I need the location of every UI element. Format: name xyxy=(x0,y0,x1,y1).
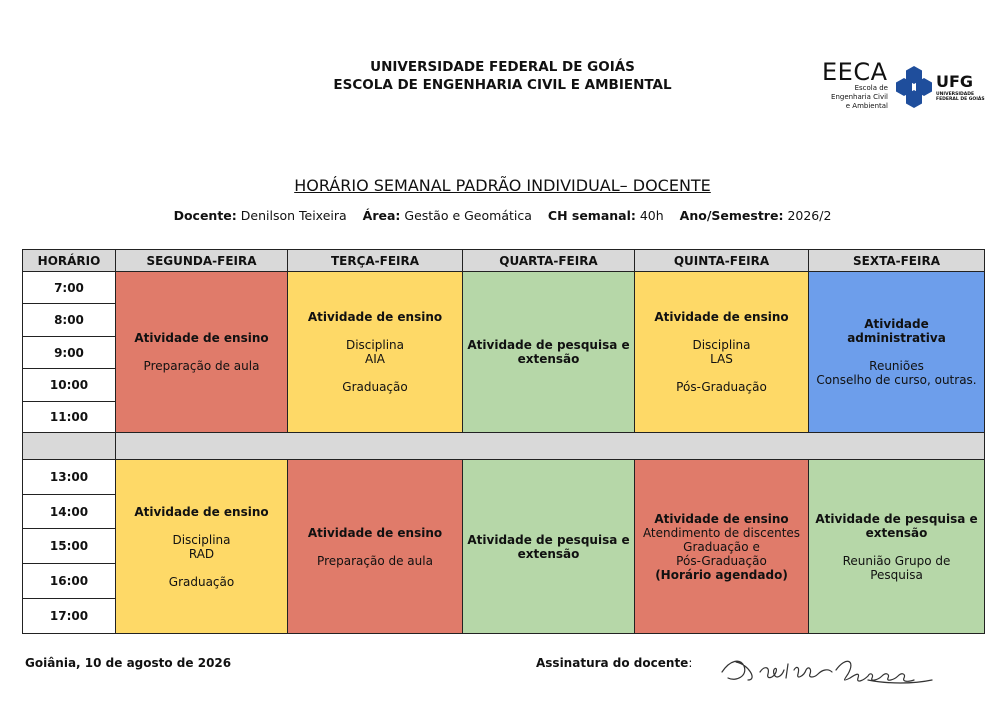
activity-title: Atividade de pesquisa e extensão xyxy=(815,511,978,540)
teacher-name: Denilson Teixeira xyxy=(240,208,347,223)
activity-detail: Pesquisa xyxy=(870,567,923,582)
area-value: Gestão e Geomática xyxy=(404,208,532,223)
activity-detail: Graduação xyxy=(168,574,235,589)
activity-detail: Disciplina xyxy=(692,338,751,352)
lunch-break-row xyxy=(23,433,985,460)
schedule-cell xyxy=(463,460,635,634)
activity-detail xyxy=(120,519,283,533)
ufg-hexagon-icon xyxy=(894,66,934,108)
activity-detail xyxy=(813,540,980,554)
workload-value: 40h xyxy=(639,208,664,223)
activity-note: (Horário agendado) xyxy=(655,567,788,582)
document-title: HORÁRIO SEMANAL PADRÃO INDIVIDUAL– DOCENTE xyxy=(294,176,711,195)
schedule-cell xyxy=(288,460,463,634)
activity-detail: Graduação e xyxy=(683,539,760,554)
activity-detail: Disciplina xyxy=(172,532,231,547)
activity-title: Atividade de ensino xyxy=(134,331,269,345)
activity-detail: Disciplina xyxy=(345,338,404,352)
schedule-cell xyxy=(288,272,463,433)
activity-detail xyxy=(639,366,804,380)
time-cell: 17:00 xyxy=(23,599,116,634)
activity-detail: Reunião Grupo de xyxy=(842,553,951,568)
school-name: ESCOLA DE ENGENHARIA CIVIL E AMBIENTAL xyxy=(333,77,672,93)
schedule-cell xyxy=(809,272,985,433)
header-monday: SEGUNDA-FEIRA xyxy=(116,250,288,272)
activity-title: Atividade administrativa xyxy=(847,317,946,345)
activity-detail xyxy=(120,561,283,575)
activity-title: Atividade de pesquisa e extensão xyxy=(467,338,630,366)
header-tuesday: TERÇA-FEIRA xyxy=(288,250,463,272)
schedule-cell xyxy=(463,272,635,433)
time-cell: 9:00 xyxy=(23,337,116,369)
schedule-cell xyxy=(116,460,288,634)
break-cell xyxy=(116,433,985,460)
activity-detail: Graduação xyxy=(342,380,408,394)
header-thursday: QUINTA-FEIRA xyxy=(635,250,809,272)
header-friday: SEXTA-FEIRA xyxy=(809,250,985,272)
activity-detail xyxy=(292,366,458,380)
semester-value: 2026/2 xyxy=(787,208,832,223)
table-row xyxy=(23,272,985,304)
activity-detail xyxy=(292,324,458,338)
time-cell: 7:00 xyxy=(23,272,116,304)
university-name: UNIVERSIDADE FEDERAL DE GOIÁS xyxy=(370,59,635,75)
activity-detail: LAS xyxy=(710,352,733,366)
time-cell: 13:00 xyxy=(23,460,116,495)
activity-detail: AIA xyxy=(365,352,385,366)
activity-title: Atividade de ensino xyxy=(654,511,789,526)
activity-detail: Pós-Graduação xyxy=(676,380,767,394)
activity-title: Atividade de ensino xyxy=(307,310,443,324)
header-wednesday: QUARTA-FEIRA xyxy=(463,250,635,272)
activity-title: Atividade de ensino xyxy=(307,525,443,540)
activity-detail xyxy=(813,345,980,359)
activity-detail: Conselho de curso, outras. xyxy=(816,373,977,387)
activity-detail xyxy=(292,540,458,554)
time-cell: 14:00 xyxy=(23,495,116,529)
signature-label: Assinatura do docente: xyxy=(536,656,693,670)
eeca-ufg-logo xyxy=(820,60,985,120)
schedule-cell xyxy=(116,272,288,433)
handwritten-signature xyxy=(718,650,938,688)
break-time-cell xyxy=(23,433,116,460)
activity-detail: Reuniões xyxy=(869,359,924,373)
activity-detail: Preparação de aula xyxy=(317,553,433,568)
activity-title: Atividade de pesquisa e extensão xyxy=(467,532,630,561)
activity-detail: Preparação de aula xyxy=(143,359,260,373)
time-cell: 8:00 xyxy=(23,304,116,337)
schedule-cell xyxy=(635,272,809,433)
place-and-date: Goiânia, 10 de agosto de 2026 xyxy=(25,656,232,670)
activity-title: Atividade de ensino xyxy=(654,310,789,324)
ufg-logo-subtitle: UNIVERSIDADE FEDERAL DE GOIÁS xyxy=(936,92,985,102)
eeca-logo-subtitle: Escola de Engenharia Civil e Ambiental xyxy=(831,84,888,110)
activity-title: Atividade de ensino xyxy=(134,504,269,519)
table-row xyxy=(23,460,985,495)
teacher-info: Docente: Denilson Teixeira Área: Gestão e Geomática CH semanal: 40h Ano/Semestre: 2026/2 xyxy=(173,208,832,223)
weekly-schedule-table xyxy=(22,249,985,634)
activity-detail: RAD xyxy=(188,546,215,561)
header-time: HORÁRIO xyxy=(23,250,116,272)
table-header-row xyxy=(23,250,985,272)
time-cell: 16:00 xyxy=(23,564,116,599)
ufg-logo-text: UFG xyxy=(936,72,974,91)
activity-detail xyxy=(639,324,804,338)
activity-detail xyxy=(120,345,283,359)
time-cell: 10:00 xyxy=(23,369,116,402)
schedule-cell xyxy=(635,460,809,634)
eeca-logo-text: EECA xyxy=(822,58,888,86)
activity-detail: Pós-Graduação xyxy=(676,553,767,568)
activity-detail: Atendimento de discentes xyxy=(642,525,801,540)
schedule-cell xyxy=(809,460,985,634)
time-cell: 11:00 xyxy=(23,402,116,433)
time-cell: 15:00 xyxy=(23,529,116,564)
